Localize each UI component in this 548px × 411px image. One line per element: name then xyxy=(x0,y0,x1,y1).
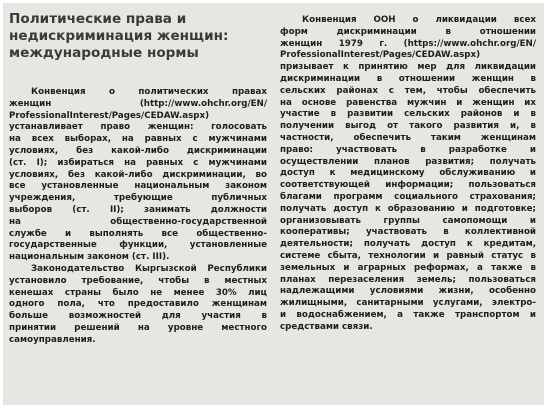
text-line: право: участвовать в разработке и xyxy=(280,144,536,155)
text-line: Конвенция ООН о ликвидации всех xyxy=(302,15,536,25)
text-line: на основе равенства мужчин и женщин их xyxy=(280,97,536,108)
text-line: получении выгод от такого развития и, в xyxy=(280,121,536,132)
text-line: службе и выполнять все общественно- xyxy=(9,228,267,239)
text-line: государственные функции, установленные xyxy=(9,240,267,251)
text-line: кенешах страны было не менее 30% лиц xyxy=(9,287,267,298)
text-line: ProfessionalInterest/Pages/CEDAW.aspx) xyxy=(280,50,481,61)
info-panel xyxy=(3,3,544,405)
text-line: женщин (http://www.ohchr.org/EN/ xyxy=(9,98,267,109)
text-line: одного пола, что предоставило женщинам xyxy=(9,299,267,310)
text-line: и водоснабжением, а также транспортом и xyxy=(280,309,536,320)
text-line: Конвенция о политических правах xyxy=(31,87,267,97)
text-line: принятии решений на уровне местного xyxy=(9,322,267,333)
text-line: средствами связи. xyxy=(280,321,373,332)
text-line: системе сбыта, технологии и равный статус в xyxy=(280,250,536,261)
text-line: планах перезаселения земель; пользоваться xyxy=(280,274,536,285)
text-line: получать доступ к образованию и подготовке; xyxy=(280,203,536,214)
paragraph-kyrgyz-legislation xyxy=(9,264,267,347)
text-line: Законодательство Кыргызской Республики xyxy=(31,263,267,274)
text-line: дискриминации в отношении женщин в xyxy=(280,73,536,84)
text-line: на всех выборах, на равных с мужчинами xyxy=(9,134,267,145)
section-title xyxy=(9,11,267,62)
text-line: национальным законом (ст. III). xyxy=(9,252,170,263)
text-line: условиях, без какой-либо дискриминации, во xyxy=(9,169,267,180)
text-line: все установленные национальным законом xyxy=(9,181,267,192)
text-line: на общественно-государственной xyxy=(9,216,267,227)
text-line: земельных и аграрных реформах, а также в xyxy=(280,262,536,273)
text-line: самоуправления. xyxy=(9,334,96,345)
paragraph-cedaw-convention xyxy=(280,15,536,334)
text-line: жилищными, санитарными услугами, электро- xyxy=(280,298,536,309)
text-line: условиях, без какой-либо дискриминации xyxy=(9,145,267,156)
title-line: недискриминация женщин: xyxy=(9,28,229,44)
text-line: кооперативы; участвовать в коллективной xyxy=(280,227,536,238)
text-line: организовывать группы самопомощи и xyxy=(280,215,536,226)
text-line: учреждения, требующие публичных xyxy=(9,193,267,204)
text-line: соответствующей информации; пользоваться xyxy=(280,180,536,191)
text-line: форм дискриминации в отношении xyxy=(280,26,536,37)
title-line: Политические права и xyxy=(9,11,187,27)
text-line: призывает к принятию мер для ликвидации xyxy=(280,62,536,73)
text-line: женщин 1979 г. (https://www.ohchr.org/EN/ xyxy=(280,38,536,49)
text-line: установило требование, чтобы в местных xyxy=(9,275,267,286)
text-line: доступ к медицинскому обслуживанию и xyxy=(280,168,536,179)
text-line: надлежащими условиями жизни, особенно xyxy=(280,286,536,297)
text-line: (ст. I); избираться на равных с мужчинами xyxy=(9,157,267,168)
text-line: ProfessionalInterest/Pages/CEDAW.aspx) xyxy=(9,110,210,121)
right-column xyxy=(280,3,536,334)
text-line: участие в развитии сельских районов и в xyxy=(280,109,536,120)
left-column xyxy=(9,3,267,347)
text-line: больше возможностей для участия в xyxy=(9,311,267,322)
text-line: выборов (ст. II); занимать должности xyxy=(9,204,267,215)
title-line: международные нормы xyxy=(9,45,199,61)
text-line: сельских районах с тем, чтобы обеспечить xyxy=(280,85,536,96)
text-line: осуществлении планов развития; получать xyxy=(280,156,536,167)
text-line: устанавливает право женщин: голосовать xyxy=(9,122,267,133)
paragraph-political-rights-convention xyxy=(9,87,267,264)
text-line: частности, обеспечить таким женщинам xyxy=(280,132,536,143)
text-line: благами программ социального страхования; xyxy=(280,191,536,202)
text-line: деятельности; получать доступ к кредитам, xyxy=(280,239,536,250)
